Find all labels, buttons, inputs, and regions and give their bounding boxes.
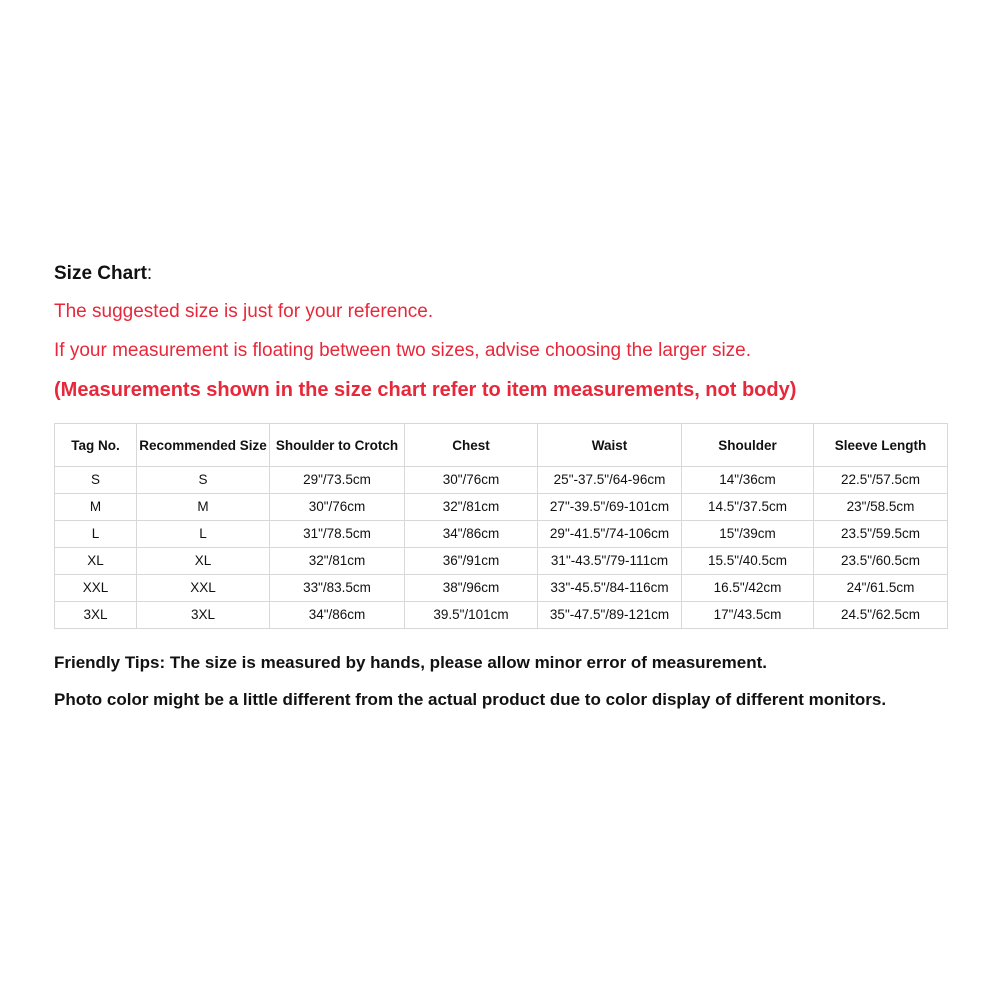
column-header-tag-no: Tag No. <box>55 424 137 467</box>
table-cell: 34"/86cm <box>405 521 538 548</box>
table-cell: 23"/58.5cm <box>814 494 948 521</box>
table-cell: 32"/81cm <box>270 548 405 575</box>
table-cell: 17"/43.5cm <box>682 602 814 629</box>
table-row <box>55 548 948 575</box>
table-cell: L <box>137 521 270 548</box>
table-cell: XL <box>55 548 137 575</box>
table-row <box>55 521 948 548</box>
size-chart-title: Size Chart <box>54 263 147 284</box>
friendly-tip: Friendly Tips: The size is measured by hands, please allow minor error of measurement. <box>54 653 767 672</box>
table-cell: 22.5"/57.5cm <box>814 467 948 494</box>
column-header-recommended-size: Recommended Size <box>137 424 270 467</box>
size-chart-section <box>54 260 954 711</box>
table-cell: 29"/73.5cm <box>270 467 405 494</box>
column-header-shoulder: Shoulder <box>682 424 814 467</box>
table-cell: M <box>137 494 270 521</box>
table-cell: 30"/76cm <box>405 467 538 494</box>
tips-section <box>54 651 954 711</box>
table-cell: S <box>55 467 137 494</box>
size-table <box>54 423 948 629</box>
table-cell: 27"-39.5"/69-101cm <box>538 494 682 521</box>
table-cell: 30"/76cm <box>270 494 405 521</box>
table-cell: 23.5"/60.5cm <box>814 548 948 575</box>
column-header-chest: Chest <box>405 424 538 467</box>
table-cell: 29"-41.5"/74-106cm <box>538 521 682 548</box>
table-cell: 31"-43.5"/79-111cm <box>538 548 682 575</box>
table-cell: S <box>137 467 270 494</box>
table-cell: 15"/39cm <box>682 521 814 548</box>
size-chart-title-colon: : <box>146 263 153 284</box>
size-chart-heading <box>54 260 954 288</box>
table-cell: 24"/61.5cm <box>814 575 948 602</box>
table-cell: M <box>55 494 137 521</box>
table-row <box>55 602 948 629</box>
color-disclaimer: Photo color might be a little different from the actual product due to color display of different monitors. <box>54 690 887 709</box>
reference-note: The suggested size is just for your reference. <box>54 301 434 322</box>
table-header-row <box>55 424 948 467</box>
table-cell: 35"-47.5"/89-121cm <box>538 602 682 629</box>
table-cell: 14.5"/37.5cm <box>682 494 814 521</box>
item-measurement-notice: (Measurements shown in the size chart refer to item measurements, not body) <box>54 379 797 401</box>
table-cell: 23.5"/59.5cm <box>814 521 948 548</box>
table-cell: 25"-37.5"/64-96cm <box>538 467 682 494</box>
larger-size-advice: If your measurement is floating between two sizes, advise choosing the larger size. <box>54 340 752 361</box>
table-cell: 16.5"/42cm <box>682 575 814 602</box>
table-cell: XXL <box>55 575 137 602</box>
table-cell: 32"/81cm <box>405 494 538 521</box>
table-cell: 15.5"/40.5cm <box>682 548 814 575</box>
table-cell: 3XL <box>137 602 270 629</box>
table-cell: 33"-45.5"/84-116cm <box>538 575 682 602</box>
table-cell: 31"/78.5cm <box>270 521 405 548</box>
table-cell: XXL <box>137 575 270 602</box>
table-cell: XL <box>137 548 270 575</box>
table-cell: L <box>55 521 137 548</box>
table-cell: 24.5"/62.5cm <box>814 602 948 629</box>
table-cell: 38"/96cm <box>405 575 538 602</box>
table-cell: 3XL <box>55 602 137 629</box>
table-row <box>55 467 948 494</box>
column-header-sleeve-length: Sleeve Length <box>814 424 948 467</box>
column-header-shoulder-to-crotch: Shoulder to Crotch <box>270 424 405 467</box>
table-cell: 33"/83.5cm <box>270 575 405 602</box>
table-cell: 34"/86cm <box>270 602 405 629</box>
table-cell: 36"/91cm <box>405 548 538 575</box>
table-cell: 14"/36cm <box>682 467 814 494</box>
table-row <box>55 494 948 521</box>
column-header-waist: Waist <box>538 424 682 467</box>
table-row <box>55 575 948 602</box>
table-cell: 39.5"/101cm <box>405 602 538 629</box>
